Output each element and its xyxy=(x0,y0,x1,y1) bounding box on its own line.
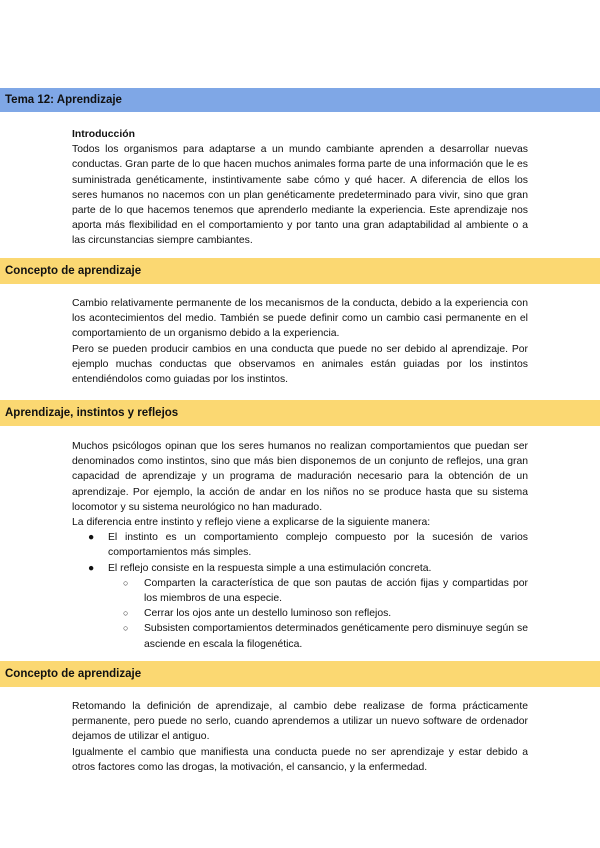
intro-title: Introducción xyxy=(72,129,135,140)
page-title-bar xyxy=(0,88,600,112)
list-item: ● El reflejo consiste en la respuesta simple a una estimulación concreta. ○ Comparten la característica de que son pautas de acción fijas y compartidas por los miembros de una especie. ○ Cerrar los ojos ante un destello luminoso son reflejos. ○ Subsisten comportamientos determinados genéticamente pero disminuye según se asciende en escala la filogenética. xyxy=(72,561,528,652)
sub-bullet-list xyxy=(108,576,528,652)
list-item: ○ Cerrar los ojos ante un destello luminoso son reflejos. xyxy=(108,606,528,621)
list-item: ● El instinto es un comportamiento complejo compuesto por la sucesión de varios comportamientos más simples. xyxy=(88,532,528,559)
paragraph: Igualmente el cambio que manifiesta una conducta puede no ser aprendizaje y estar debido a otros factores como las drogas, la motivación, el cansancio, y la enfermedad. xyxy=(72,746,528,773)
hollow-bullet-icon: ○ xyxy=(123,577,129,588)
paragraph: Pero se pueden producir cambios en una conducta que puede no ser debido al aprendizaje. Por ejemplo muchas conductas que observamos en animales están guiadas por los instintos entendiéndolos como guiadas por los instintos. xyxy=(72,343,528,386)
section-header-concepto-1 xyxy=(0,258,600,284)
bullet-list xyxy=(72,530,528,652)
section-header-concepto-2 xyxy=(0,661,600,687)
section-title: Concepto de aprendizaje xyxy=(5,668,142,680)
intro-paragraph: Todos los organismos para adaptarse a un mundo cambiante aprenden a desarrollar nuevas conductas. Gran parte de lo que hacen muchos animales forma parte de una información que le es suministrada genéticamente, instintivamente sabe cómo y qué hacer. A diferencia de ellos los seres humanos no nacemos con un plan genéticamente predeterminado para vivir, sino que gran parte de lo que hacemos tenemos que aprenderlo mediante la experiencia. Este aprendizaje nos aporta más flexibilidad en el comportamiento y por tanto una gran adaptabilidad al ambiente o a las circunstancias siempre cambiantes. xyxy=(72,144,528,247)
page-title: Tema 12: Aprendizaje xyxy=(5,94,122,106)
list-item: ○ Subsisten comportamientos determinados genéticamente pero disminuye según se asciende en escala la filogenética. xyxy=(123,623,528,650)
concepto-section-1 xyxy=(72,296,528,387)
instintos-section xyxy=(72,439,528,652)
list-item: ○ Comparten la característica de que son pautas de acción fijas y compartidas por los miembros de una especie. xyxy=(123,577,528,605)
intro-section xyxy=(72,127,528,249)
paragraph: Muchos psicólogos opinan que los seres humanos no realizan comportamientos que puedan ser denominados como instintos, sino que más bien disponemos de un conjunto de reflejos, una gran capacidad de aprendizaje y un programa de maduración necesario para la obtención de un aprendizaje. Por ejemplo, la acción de andar en los niños no se produce hasta que su sistema locomotor y su sistema neurológico no han madurado. xyxy=(72,441,528,513)
section-title: Aprendizaje, instintos y reflejos xyxy=(5,407,179,419)
hollow-bullet-icon: ○ xyxy=(123,623,129,634)
bullet-icon: ● xyxy=(88,562,95,574)
bullet-icon: ● xyxy=(88,532,95,544)
paragraph: Retomando la definición de aprendizaje, al cambio debe realizase de forma prácticamente permanente, pero puede no serlo, cuando aprendemos a utilizar un nuevo software de ordenador dejamos de utilizar el antiguo. xyxy=(72,701,528,743)
concepto-section-2 xyxy=(72,699,528,775)
section-title: Concepto de aprendizaje xyxy=(5,265,142,277)
paragraph: Cambio relativamente permanente de los mecanismos de la conducta, debido a la experiencia con los acontecimientos del medio. También se puede definir como un cambio casi permanente en el comportamiento de un organismo debido a la experiencia. xyxy=(72,298,528,340)
paragraph: La diferencia entre instinto y reflejo viene a explicarse de la siguiente manera: xyxy=(72,517,431,529)
section-header-instintos xyxy=(0,400,600,426)
hollow-bullet-icon: ○ xyxy=(123,608,129,619)
